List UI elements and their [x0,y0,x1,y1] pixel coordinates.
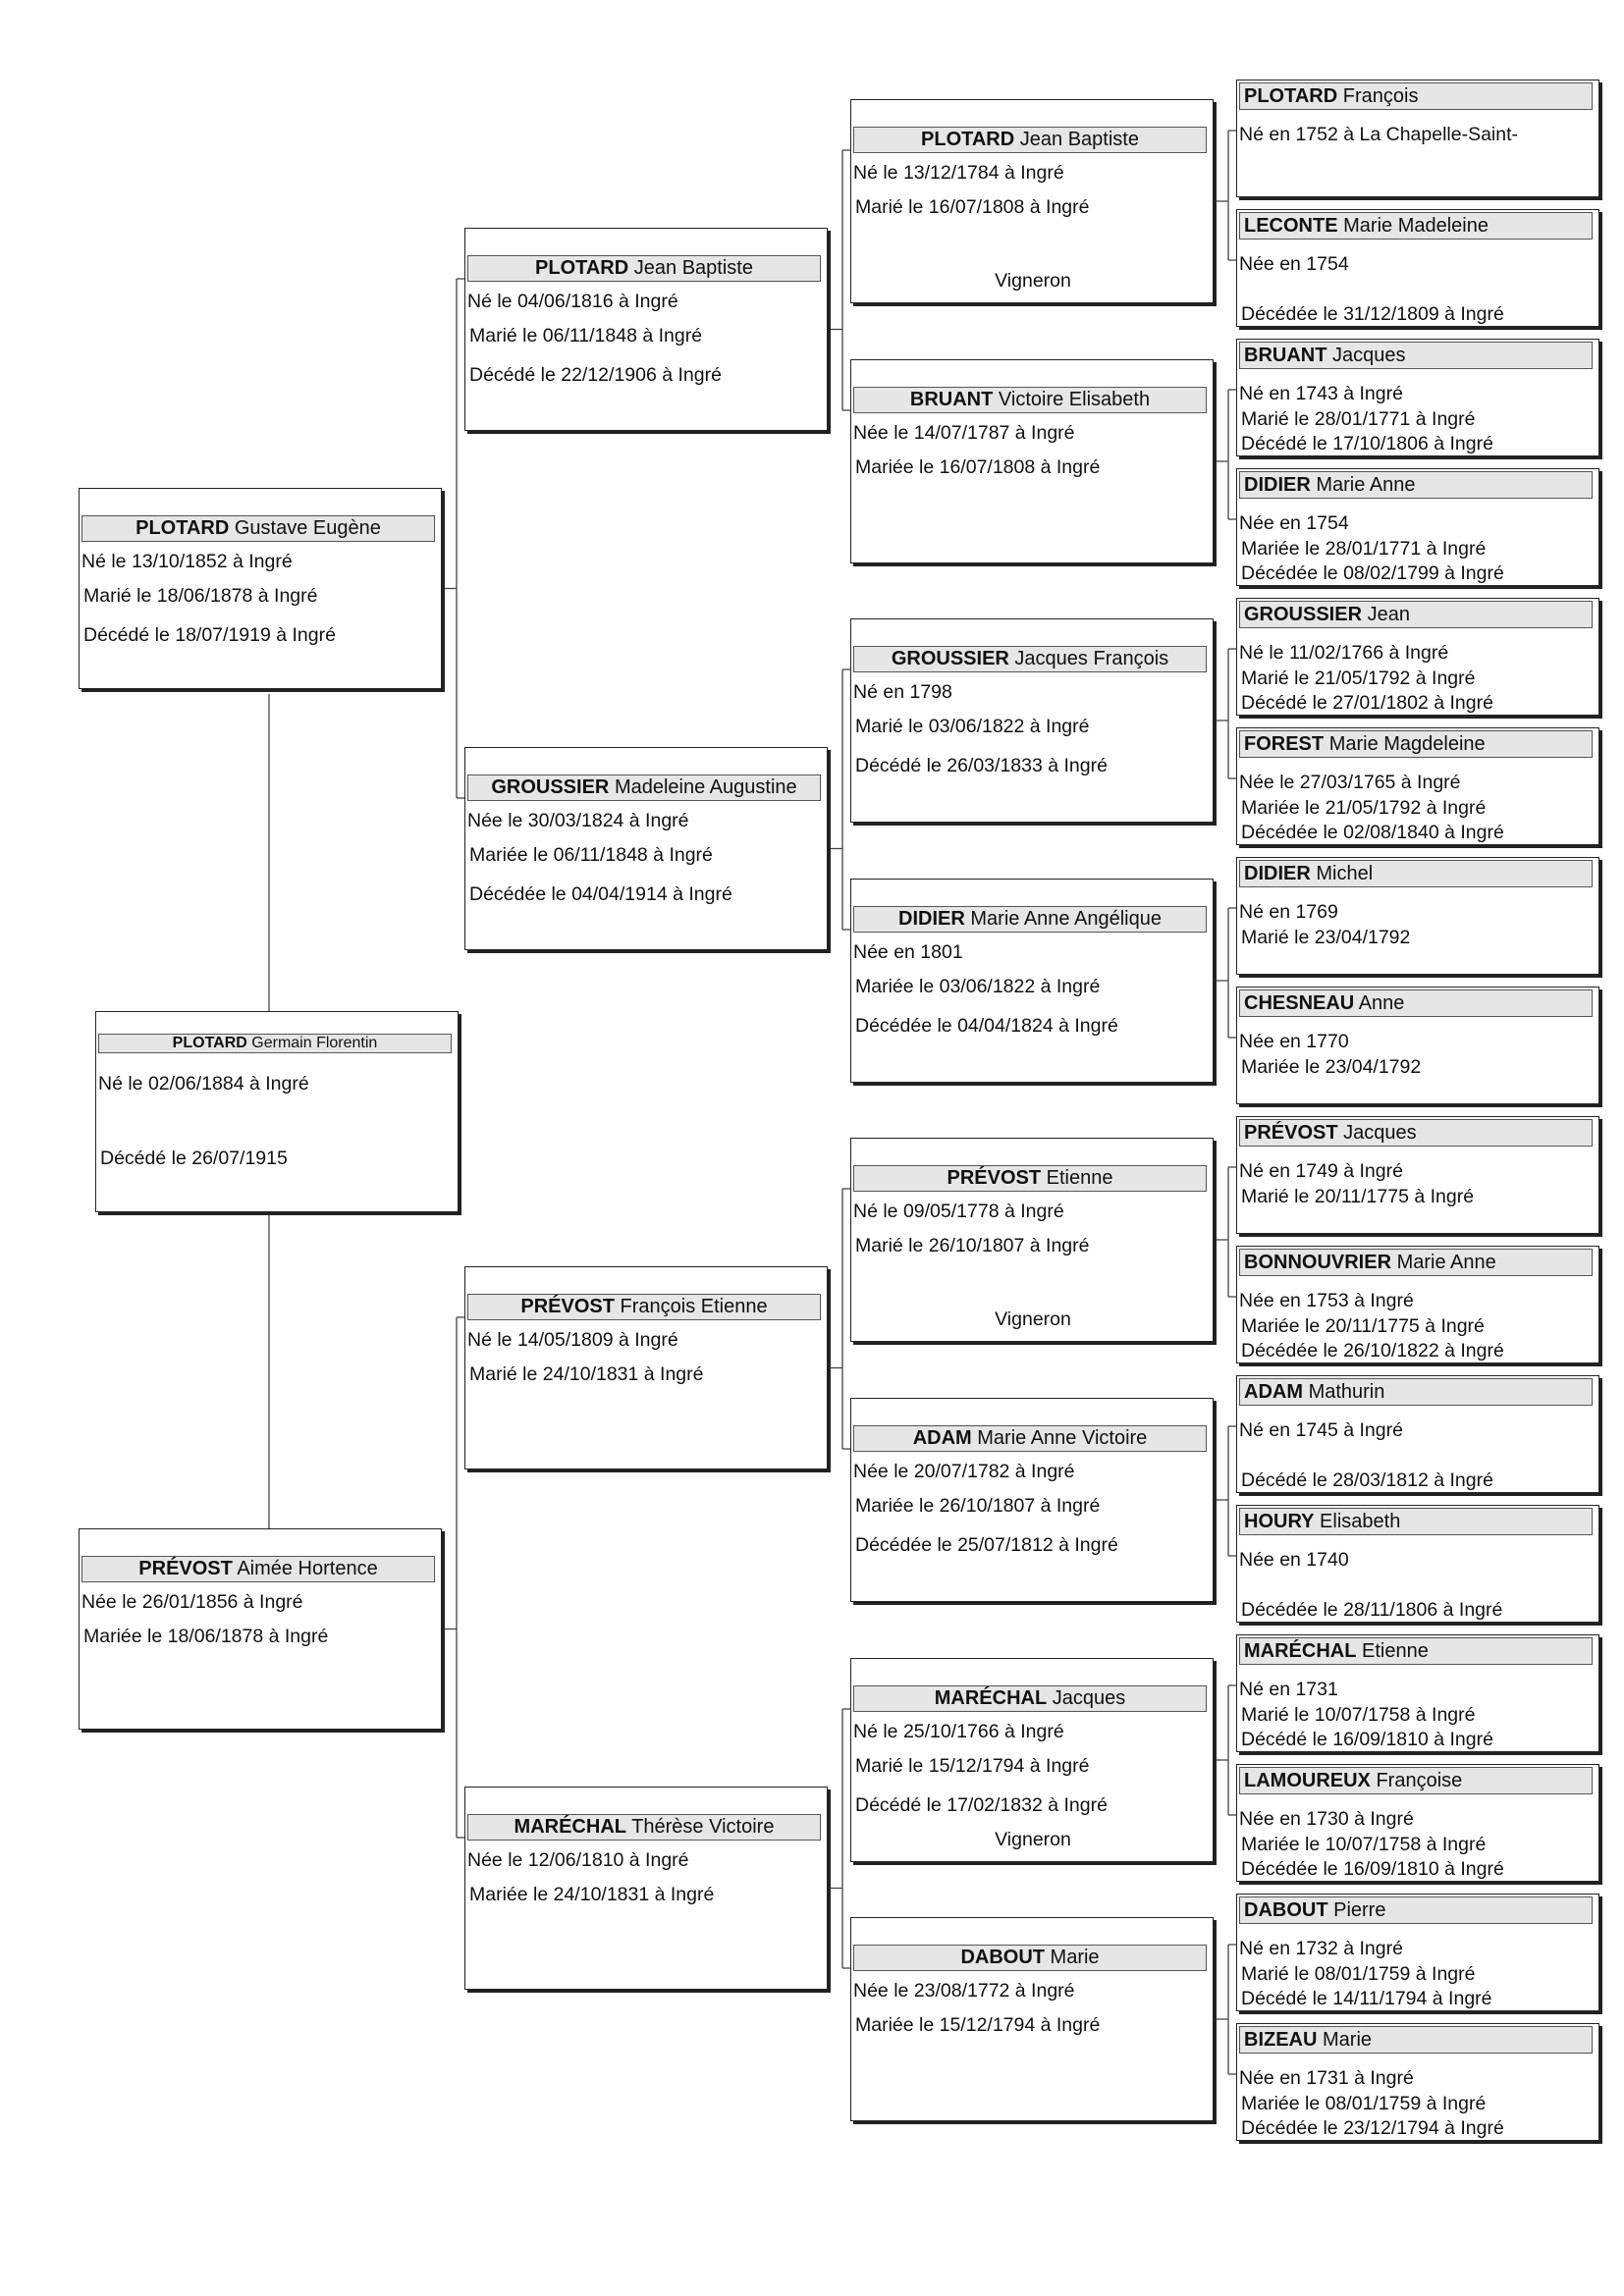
birth-line: Née le 23/08/1772 à Ingré [853,1980,1075,2002]
person-name-header [1239,601,1593,628]
birth-line: Né le 09/05/1778 à Ingré [853,1201,1064,1222]
occupation-line: Vigneron [995,1308,1071,1330]
person-card[interactable] [850,1658,1214,1862]
given-names: Marie [1323,2029,1373,2051]
surname: PRÉVOST [520,1296,615,1317]
given-names: Jacques François [1014,648,1169,669]
death-line: Décédé le 26/03/1833 à Ingré [855,755,1108,776]
marriage-line: Marié le 28/01/1771 à Ingré [1241,408,1476,430]
birth-line: Née en 1770 [1239,1031,1349,1052]
death-line: Décédée le 02/08/1840 à Ingré [1241,822,1504,843]
given-names: Marie Anne Angélique [970,908,1162,930]
given-names: Michel [1316,863,1374,884]
person-card[interactable] [1236,80,1599,197]
given-names: Marie Anne [1316,474,1416,496]
death-line: Décédée le 28/11/1806 à Ingré [1241,1599,1503,1621]
person-name-header [1239,82,1593,110]
surname: CHESNEAU [1244,992,1355,1014]
marriage-line: Marié le 15/12/1794 à Ingré [855,1755,1090,1777]
birth-line: Née le 27/03/1765 à Ingré [1239,772,1461,793]
marriage-line: Marié le 21/05/1792 à Ingré [1241,667,1476,689]
given-names: Mathurin [1308,1381,1385,1403]
given-names: François [1342,85,1419,107]
marriage-line: Mariée le 28/01/1771 à Ingré [1241,538,1487,560]
surname: MARÉCHAL [934,1687,1048,1709]
marriage-line: Marié le 24/10/1831 à Ingré [469,1363,704,1385]
birth-line: Né le 11/02/1766 à Ingré [1239,642,1449,664]
given-names: Thérèse Victoire [631,1816,775,1838]
person-name-header [853,1685,1207,1712]
person-card[interactable] [95,1011,459,1212]
person-name-header [853,1165,1207,1192]
marriage-line: Mariée le 06/11/1848 à Ingré [469,844,713,866]
person-name-header [98,1034,452,1053]
marriage-line: Mariée le 23/04/1792 [1241,1056,1422,1078]
person-card[interactable] [1236,209,1599,327]
person-name-header [1239,1508,1593,1535]
person-name-header [1239,342,1593,369]
surname: PLOTARD [172,1035,247,1051]
person-name-header [1239,2026,1593,2054]
person-name-header [853,127,1207,153]
birth-line: Née le 20/07/1782 à Ingré [853,1461,1075,1482]
person-card[interactable] [850,1398,1214,1602]
surname: GROUSSIER [1244,604,1363,625]
person-name-header [467,1294,821,1320]
surname: DABOUT [960,1947,1045,1968]
birth-line: Né le 14/05/1809 à Ingré [467,1329,678,1351]
marriage-line: Mariée le 18/06/1878 à Ingré [83,1626,329,1647]
person-card[interactable] [1236,1894,1599,2011]
marriage-line: Mariée le 20/11/1775 à Ingré [1241,1315,1485,1337]
given-names: Jacques [1343,1122,1417,1144]
surname: BIZEAU [1244,2029,1318,2051]
marriage-line: Mariée le 24/10/1831 à Ingré [469,1884,715,1905]
birth-line: Née le 14/07/1787 à Ingré [853,422,1075,444]
death-line: Décédé le 22/12/1906 à Ingré [469,364,722,386]
birth-line: Née en 1801 [853,941,963,963]
surname: PRÉVOST [1244,1122,1338,1144]
person-name-header [1239,1637,1593,1665]
surname: HOURY [1244,1511,1315,1532]
surname: LECONTE [1244,215,1338,237]
death-line: Décédée le 25/07/1812 à Ingré [855,1534,1118,1556]
given-names: Elisabeth [1320,1511,1401,1532]
death-line: Décédé le 18/07/1919 à Ingré [83,624,336,646]
surname: DIDIER [1244,863,1311,884]
birth-line: Né le 13/10/1852 à Ingré [81,551,293,572]
birth-line: Né en 1749 à Ingré [1239,1160,1403,1182]
person-card[interactable] [1236,987,1599,1104]
marriage-line: Mariée le 03/06/1822 à Ingré [855,976,1101,997]
surname: LAMOUREUX [1244,1770,1371,1791]
person-card[interactable] [850,1917,1214,2121]
birth-line: Née en 1753 à Ingré [1239,1290,1414,1311]
surname: DIDIER [898,908,965,930]
person-name-header [81,1556,435,1582]
surname: ADAM [1244,1381,1303,1403]
surname: MARÉCHAL [1244,1640,1357,1662]
given-names: Etienne [1362,1640,1429,1662]
person-name-header [1239,212,1593,240]
person-name-header [1239,730,1593,758]
marriage-line: Marié le 08/01/1759 à Ingré [1241,1963,1476,1985]
marriage-line: Marié le 23/04/1792 [1241,927,1411,948]
given-names: Madeleine Augustine [614,776,797,798]
marriage-line: Marié le 18/06/1878 à Ingré [83,585,318,607]
surname: GROUSSIER [891,648,1009,669]
marriage-line: Mariée le 08/01/1759 à Ingré [1241,2093,1487,2114]
marriage-line: Mariée le 16/07/1808 à Ingré [855,456,1101,478]
marriage-line: Marié le 26/10/1807 à Ingré [855,1235,1090,1256]
given-names: Gustave Eugène [234,517,381,539]
person-name-header [1239,1767,1593,1794]
surname: ADAM [912,1427,972,1449]
surname: FOREST [1244,733,1325,755]
given-names: Jacques [1052,1687,1126,1709]
marriage-line: Mariée le 10/07/1758 à Ingré [1241,1834,1487,1855]
person-card[interactable] [464,1266,828,1469]
person-card[interactable] [1236,2023,1599,2141]
surname: PRÉVOST [138,1558,233,1579]
person-name-header [853,387,1207,413]
marriage-line: Mariée le 26/10/1807 à Ingré [855,1495,1101,1517]
birth-line: Née en 1754 [1239,253,1349,275]
birth-line: Née en 1754 [1239,512,1349,534]
marriage-line: Marié le 10/07/1758 à Ingré [1241,1704,1476,1726]
surname: PLOTARD [535,257,629,279]
death-line: Décédé le 26/07/1915 [100,1148,288,1169]
person-name-header [467,774,821,801]
birth-line: Né en 1731 [1239,1679,1338,1700]
birth-line: Né en 1732 à Ingré [1239,1938,1403,1959]
birth-line: Né le 02/06/1884 à Ingré [98,1073,309,1095]
person-card[interactable] [850,618,1214,823]
birth-line: Né en 1769 [1239,901,1338,923]
death-line: Décédé le 14/11/1794 à Ingré [1241,1988,1492,2009]
given-names: Anne [1358,992,1405,1014]
person-card[interactable] [1236,598,1599,716]
person-card[interactable] [464,1787,828,1990]
person-card[interactable] [464,747,828,950]
given-names: Pierre [1333,1899,1386,1921]
person-card[interactable] [1236,1505,1599,1623]
given-names: Jacques [1332,345,1406,366]
person-card[interactable] [850,99,1214,303]
surname: MARÉCHAL [514,1816,626,1838]
death-line: Décédé le 27/01/1802 à Ingré [1241,692,1493,714]
person-card[interactable] [1236,1634,1599,1752]
given-names: Jean Baptiste [633,257,753,279]
person-card[interactable] [1236,339,1599,456]
given-names: Victoire Elisabeth [998,389,1151,410]
surname: BRUANT [1244,345,1327,366]
birth-line: Né en 1745 à Ingré [1239,1419,1403,1441]
given-names: Marie Magdeleine [1328,733,1486,755]
person-card[interactable] [1236,468,1599,586]
birth-line: Né le 04/06/1816 à Ingré [467,291,678,312]
given-names: Aimée Hortence [237,1558,378,1579]
person-name-header [467,255,821,282]
birth-line: Née le 30/03/1824 à Ingré [467,810,689,831]
person-card[interactable] [850,1138,1214,1342]
surname: DIDIER [1244,474,1311,496]
given-names: Marie Anne Victoire [977,1427,1148,1449]
death-line: Décédée le 08/02/1799 à Ingré [1241,562,1504,584]
death-line: Décédé le 17/10/1806 à Ingré [1241,433,1493,454]
occupation-line: Vigneron [995,270,1071,292]
surname: BRUANT [909,389,994,410]
given-names: Etienne [1046,1167,1113,1189]
person-card[interactable] [1236,1764,1599,1882]
person-name-header [1239,1119,1593,1147]
surname: DABOUT [1244,1899,1328,1921]
birth-line: Née en 1730 à Ingré [1239,1808,1414,1830]
given-names: Marie [1050,1947,1100,1968]
person-card[interactable] [79,488,442,689]
death-line: Décédée le 31/12/1809 à Ingré [1241,303,1504,325]
person-name-header [1239,1896,1593,1924]
surname: PLOTARD [921,129,1015,150]
person-card[interactable] [850,879,1214,1083]
person-card[interactable] [1236,1246,1599,1363]
death-line: Décédé le 28/03/1812 à Ingré [1241,1469,1493,1491]
marriage-line: Mariée le 15/12/1794 à Ingré [855,2014,1101,2036]
person-card[interactable] [1236,857,1599,975]
person-name-header [1239,1378,1593,1406]
person-name-header [853,1945,1207,1971]
given-names: François Etienne [620,1296,768,1317]
person-name-header [853,646,1207,672]
death-line: Décédée le 04/04/1914 à Ingré [469,883,732,905]
death-line: Décédée le 16/09/1810 à Ingré [1241,1858,1504,1880]
birth-line: Née le 26/01/1856 à Ingré [81,1591,303,1613]
marriage-line: Marié le 06/11/1848 à Ingré [469,325,703,347]
person-card[interactable] [464,228,828,431]
occupation-line: Vigneron [995,1829,1071,1850]
death-line: Décédé le 17/02/1832 à Ingré [855,1794,1108,1816]
person-card[interactable] [1236,727,1599,845]
person-name-header [853,906,1207,933]
person-name-header [1239,860,1593,887]
surname: GROUSSIER [491,776,610,798]
birth-line: Né en 1752 à La Chapelle-Saint- [1239,124,1519,145]
person-name-header [1239,1249,1593,1276]
birth-line: Né le 13/12/1784 à Ingré [853,162,1064,184]
person-card[interactable] [79,1528,442,1730]
birth-line: Née en 1740 [1239,1549,1349,1571]
birth-line: Né en 1798 [853,681,952,703]
surname: PRÉVOST [947,1167,1042,1189]
marriage-line: Marié le 03/06/1822 à Ingré [855,716,1090,737]
given-names: Germain Florentin [251,1035,378,1051]
death-line: Décédée le 23/12/1794 à Ingré [1241,2117,1504,2139]
death-line: Décédé le 16/09/1810 à Ingré [1241,1729,1493,1750]
given-names: Françoise [1376,1770,1463,1791]
person-name-header [853,1425,1207,1452]
marriage-line: Marié le 20/11/1775 à Ingré [1241,1186,1475,1207]
birth-line: Née en 1731 à Ingré [1239,2067,1414,2089]
death-line: Décédée le 26/10/1822 à Ingré [1241,1340,1504,1362]
given-names: Marie Madeleine [1343,215,1489,237]
birth-line: Né le 25/10/1766 à Ingré [853,1721,1064,1742]
person-name-header [81,515,435,542]
surname: PLOTARD [1244,85,1338,107]
given-names: Jean Baptiste [1019,129,1139,150]
birth-line: Né en 1743 à Ingré [1239,383,1403,404]
marriage-line: Marié le 16/07/1808 à Ingré [855,196,1090,218]
marriage-line: Mariée le 21/05/1792 à Ingré [1241,797,1487,819]
surname: PLOTARD [135,517,230,539]
given-names: Jean [1367,604,1410,625]
given-names: Marie Anne [1396,1252,1496,1273]
birth-line: Née le 12/06/1810 à Ingré [467,1849,689,1871]
person-card[interactable] [850,359,1214,563]
person-card[interactable] [1236,1375,1599,1493]
person-card[interactable] [1236,1116,1599,1234]
surname: BONNOUVRIER [1244,1252,1392,1273]
person-name-header [1239,471,1593,499]
person-name-header [467,1814,821,1841]
person-name-header [1239,989,1593,1017]
death-line: Décédée le 04/04/1824 à Ingré [855,1015,1118,1037]
